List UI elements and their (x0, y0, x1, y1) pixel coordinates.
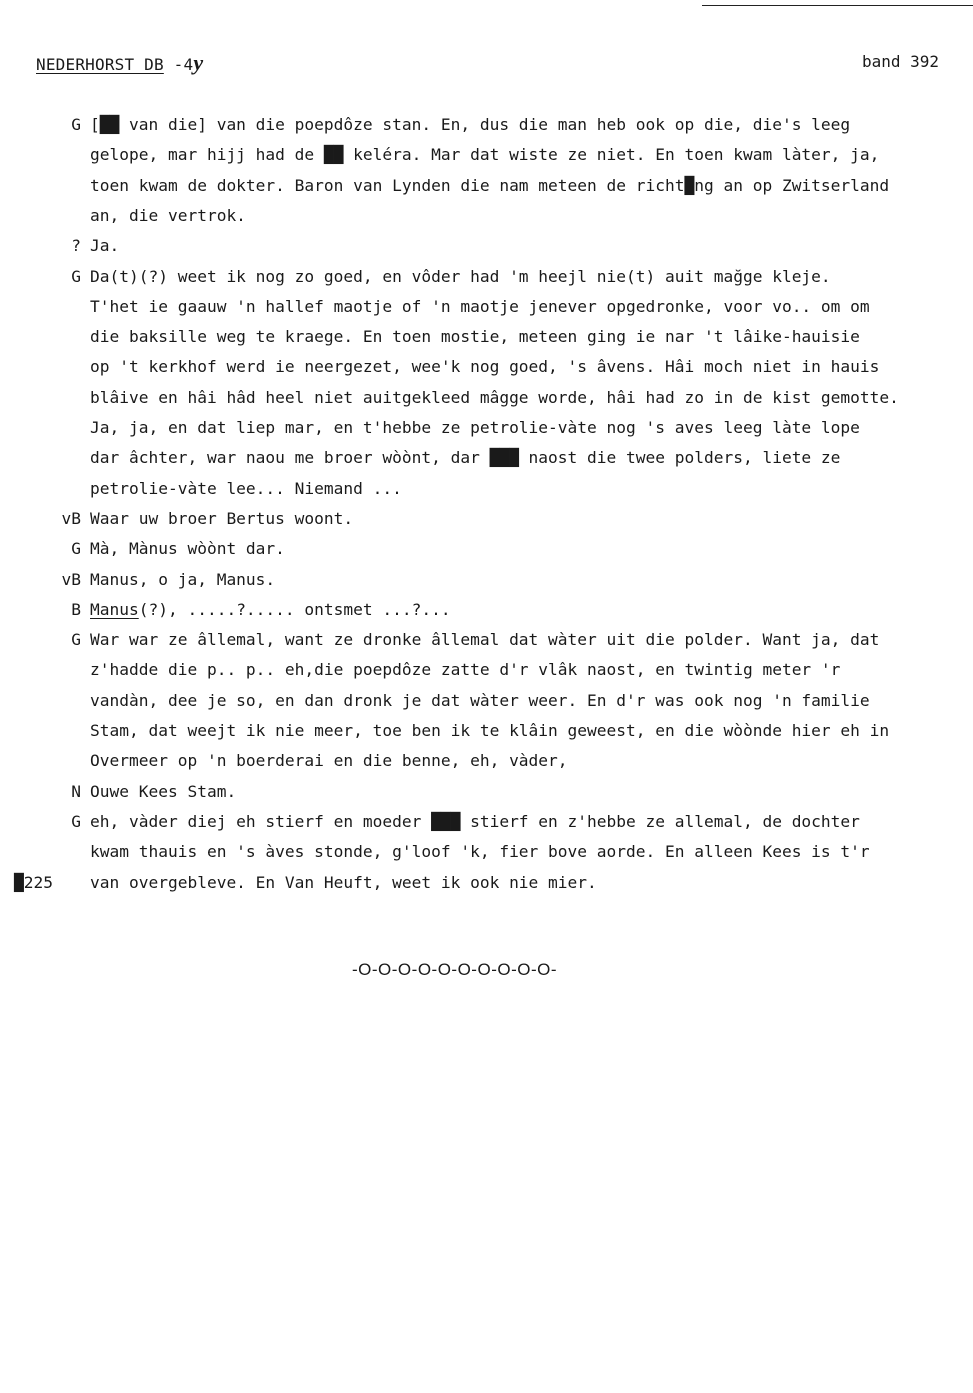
transcript-line (0, 686, 973, 716)
transcript-line (0, 383, 973, 413)
end-marker: -O-O-O-O-O-O-O-O-O-O- (352, 960, 558, 979)
top-rule (702, 5, 973, 6)
line-text: Manus, o ja, Manus. (90, 569, 276, 589)
transcript-line (0, 231, 973, 261)
transcript-line (0, 443, 973, 473)
handwritten-page-number: y (193, 50, 204, 75)
line-text: an, die vertrok. (90, 205, 246, 225)
line-text: blâive en hâi hâd heel niet auitgekleed mâgge worde, hâi had zo in de kist gemotte. (90, 387, 899, 407)
transcript-line (0, 837, 973, 867)
transcript-line (0, 868, 973, 898)
line-text: vandàn, dee je so, en dan dronk je dat wàter weer. En d'r was ook nog 'n familie (90, 690, 870, 710)
line-text: Overmeer op 'n boerderai en die benne, eh, vàder, (90, 751, 568, 771)
transcript-line (0, 595, 973, 625)
transcript-line (0, 171, 973, 201)
speaker-label: ? (71, 236, 81, 256)
transcript-line (0, 262, 973, 292)
line-text: gelope, mar hijj had de ██ keléra. Mar dat wiste ze niet. En toen kwam làter, ja, (90, 145, 880, 165)
line-text: Mà, Mànus wòònt dar. (90, 539, 285, 559)
line-text: [██ van die] van die poepdôze stan. En, dus die man heb ook op die, die's leeg (90, 115, 851, 134)
line-text: toen kwam de dokter. Baron van Lynden die nam meteen de richt█ng an op Zwitserland (90, 175, 890, 195)
transcript-line (0, 352, 973, 382)
line-text: z'hadde die p.. p.. eh,die poepdôze zatte d'r vlâk naost, en twintig meter 'r (90, 660, 841, 680)
transcript-line (0, 110, 973, 140)
transcript-line (0, 504, 973, 534)
speaker-label: G (71, 115, 81, 134)
line-text: War war ze âllemal, want ze dronke âllemal dat wàter uit die polder. Want ja, dat (90, 630, 880, 650)
speaker-label: G (71, 811, 81, 831)
page-separator: -4 (163, 55, 194, 74)
line-text: Ouwe Kees Stam. (90, 781, 237, 801)
line-text: op 't kerkhof werd ie neergezet, wee'k nog goed, 's âvens. Hâi moch niet in hauis (90, 357, 880, 377)
line-text: van overgebleve. En Van Heuft, weet ik ook nie mier. (90, 872, 597, 892)
speaker-label: G (71, 539, 81, 559)
line-text: dar âchter, war naou me broer wòònt, dar ███ naost die twee polders, liete ze (90, 448, 841, 468)
line-text: Waar uw broer Bertus woont. (90, 508, 354, 528)
page-header-place (36, 50, 203, 76)
transcript-line (0, 474, 973, 504)
line-text: kwam thauis en 's àves stonde, g'loof 'k, fier bove aorde. En alleen Kees is t'r (90, 842, 870, 862)
line-text: T'het ie gaauw 'n hallef maotje of 'n maotje jenever opgedronke, voor vo.. om om (90, 296, 870, 316)
line-text: eh, vàder diej eh stierf en moeder ███ stierf en z'hebbe ze allemal, de dochter (90, 811, 860, 831)
transcript-line (0, 292, 973, 322)
transcript-line (0, 655, 973, 685)
speaker-label: N (71, 781, 81, 801)
line-text: Manus(?), .....?..... ontsmet ...?... (90, 599, 451, 619)
transcript-line (0, 565, 973, 595)
transcript-line (0, 201, 973, 231)
line-text: die baksille weg te kraege. En toen mostie, meteen ging ie nar 't lâike-hauisie (90, 327, 860, 347)
speaker-label: vB (61, 569, 81, 589)
transcript-line (0, 746, 973, 776)
line-text: Stam, dat weejt ik nie meer, toe ben ik te klâin geweest, en die wòònde hier eh in (90, 721, 890, 740)
line-text: petrolie-vàte lee... Niemand ... (90, 478, 402, 498)
transcript-line (0, 777, 973, 807)
line-text: Ja. (90, 236, 120, 256)
transcript-line (0, 716, 973, 746)
transcript-line (0, 625, 973, 655)
transcript-line (0, 140, 973, 170)
transcript-line (0, 322, 973, 352)
speaker-label: vB (61, 508, 81, 528)
transcript-line (0, 413, 973, 443)
speaker-label: G (71, 266, 81, 286)
speaker-label: G (71, 630, 81, 650)
line-text: Ja, ja, en dat liep mar, en t'hebbe ze petrolie-vàte nog 's aves leeg làte lope (90, 418, 860, 437)
transcript-line (0, 534, 973, 564)
place-name: NEDERHORST DB (36, 55, 164, 74)
margin-counter-number: █225 (14, 872, 53, 892)
band-number: band 392 (862, 52, 940, 71)
speaker-label: B (71, 599, 81, 619)
line-text: Da(t)(?) weet ik nog zo goed, en vôder had 'm heejl nie(t) auit mağge kleje. (90, 266, 831, 286)
transcript-line (0, 807, 973, 837)
